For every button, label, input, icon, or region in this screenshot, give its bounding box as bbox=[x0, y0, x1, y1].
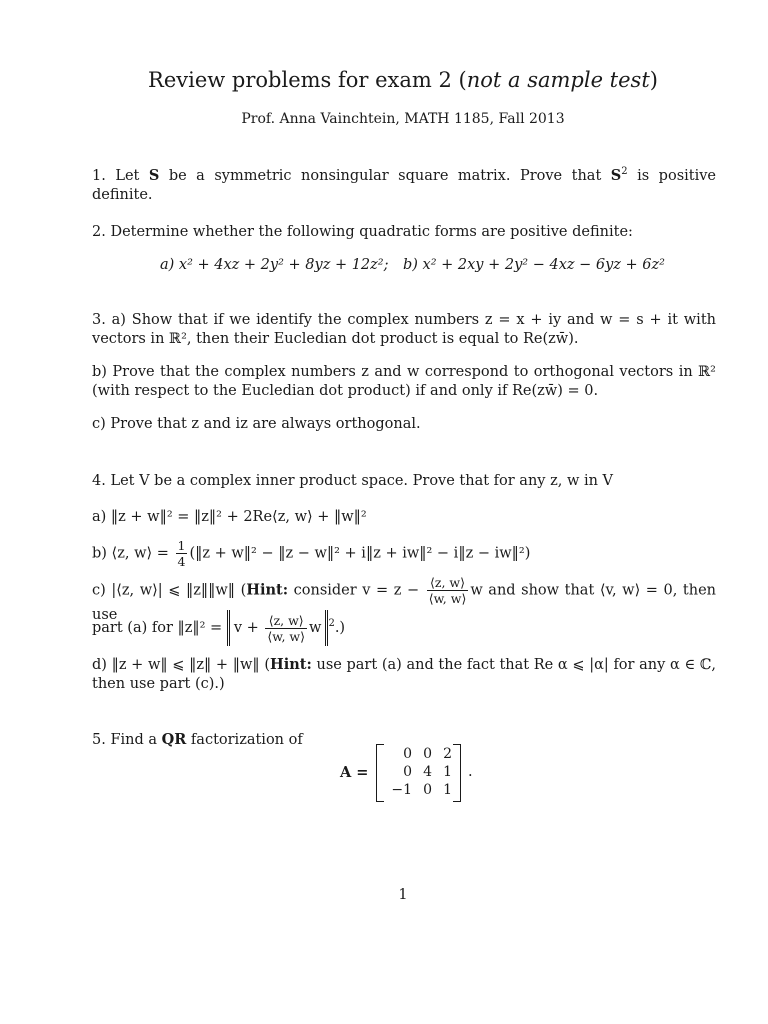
problem-1: 1. Let S be a symmetric nonsingular square matrix. Prove that $S^2$ is positive definite. bbox=[92, 166, 717, 203]
problem-4c: c) |⟨z, w⟩| ⩽ ‖z‖‖w‖ (Hint: consider v = z − $\frac{⟨z, w⟩}{⟨w, w⟩}$ w and show that ⟨v, w⟩ = 0, then use bbox=[92, 575, 717, 623]
matrix-cell: 0 bbox=[403, 746, 412, 762]
problem-5: 5. Find a QR factorization of bbox=[92, 731, 303, 748]
matrix-label: A = bbox=[340, 764, 369, 781]
fraction-zw-over-ww-2: $\frac{⟨z, w⟩}{⟨w, w⟩}$ bbox=[267, 612, 306, 644]
author-line: Prof. Anna Vainchtein, MATH 1185, Fall 2013 bbox=[241, 111, 565, 127]
page-number: 1 bbox=[398, 887, 408, 903]
problem-4c-continued: part (a) for ‖z‖² = v + $\frac{⟨z, w⟩}{⟨w, w⟩}$ w $^2$.) bbox=[92, 610, 716, 646]
matrix-cell: 1 bbox=[443, 764, 452, 780]
problem-4d: d) ‖z + w‖ ⩽ ‖z‖ + ‖w‖ (Hint: use part (a) and the fact that Re α ⩽ |α| for any α ∈ ℂ, then use part (c).) bbox=[92, 656, 716, 692]
matrix-cell: 4 bbox=[423, 764, 432, 780]
matrix-cell: 0 bbox=[403, 764, 412, 780]
matrix-cell: −1 bbox=[391, 782, 412, 798]
matrix-cell: 2 bbox=[443, 746, 452, 762]
left-bracket bbox=[376, 744, 384, 802]
matrix-cell: 0 bbox=[423, 746, 432, 762]
problem-3b: b) Prove that the complex numbers z and w correspond to orthogonal vectors in ℝ² (with respect to the Eucledian dot product) if and only if Re(zw̄) = 0. bbox=[92, 364, 716, 399]
page-title: Review problems for exam 2 (not a sample test) bbox=[148, 68, 658, 92]
problem-3a: 3. a) Show that if we identify the complex numbers z = x + iy and w = s + it with vectors in ℝ², then their Eucledian dot product is equal to Re(zw̄). bbox=[92, 312, 716, 347]
problem-4a: a) ‖z + w‖² = ‖z‖² + 2Re⟨z, w⟩ + ‖w‖² bbox=[92, 509, 367, 525]
fraction-one-quarter: $\frac{1}{4}$ bbox=[177, 538, 186, 569]
problem-3c: c) Prove that z and iz are always orthogonal. bbox=[92, 416, 421, 432]
problem-2-intro: 2. Determine whether the following quadratic forms are positive definite: bbox=[92, 224, 633, 240]
problem-4b: b) ⟨z, w⟩ = $\frac{1}{4}$ (‖z + w‖² − ‖z − w‖² + i‖z + iw‖² − i‖z − iw‖²) bbox=[92, 538, 531, 569]
matrix-cell: 0 bbox=[423, 782, 432, 798]
quadratic-form-a: a) x² + 4xz + 2y² + 8yz + 12z²; bbox=[160, 257, 389, 273]
problem-4-intro: 4. Let V be a complex inner product space. Prove that for any z, w in V bbox=[92, 473, 614, 489]
fraction-zw-over-ww: $\frac{⟨z, w⟩}{⟨w, w⟩}$ bbox=[428, 575, 467, 606]
norm-expression: v + $\frac{⟨z, w⟩}{⟨w, w⟩}$ w bbox=[227, 610, 329, 646]
right-bracket bbox=[453, 744, 461, 802]
matrix-A bbox=[340, 744, 490, 800]
matrix-entries bbox=[388, 745, 452, 799]
matrix-period: . bbox=[468, 764, 473, 780]
matrix-cell: 1 bbox=[443, 782, 452, 798]
quadratic-form-b: b) x² + 2xy + 2y² − 4xz − 6yz + 6z² bbox=[403, 257, 665, 273]
